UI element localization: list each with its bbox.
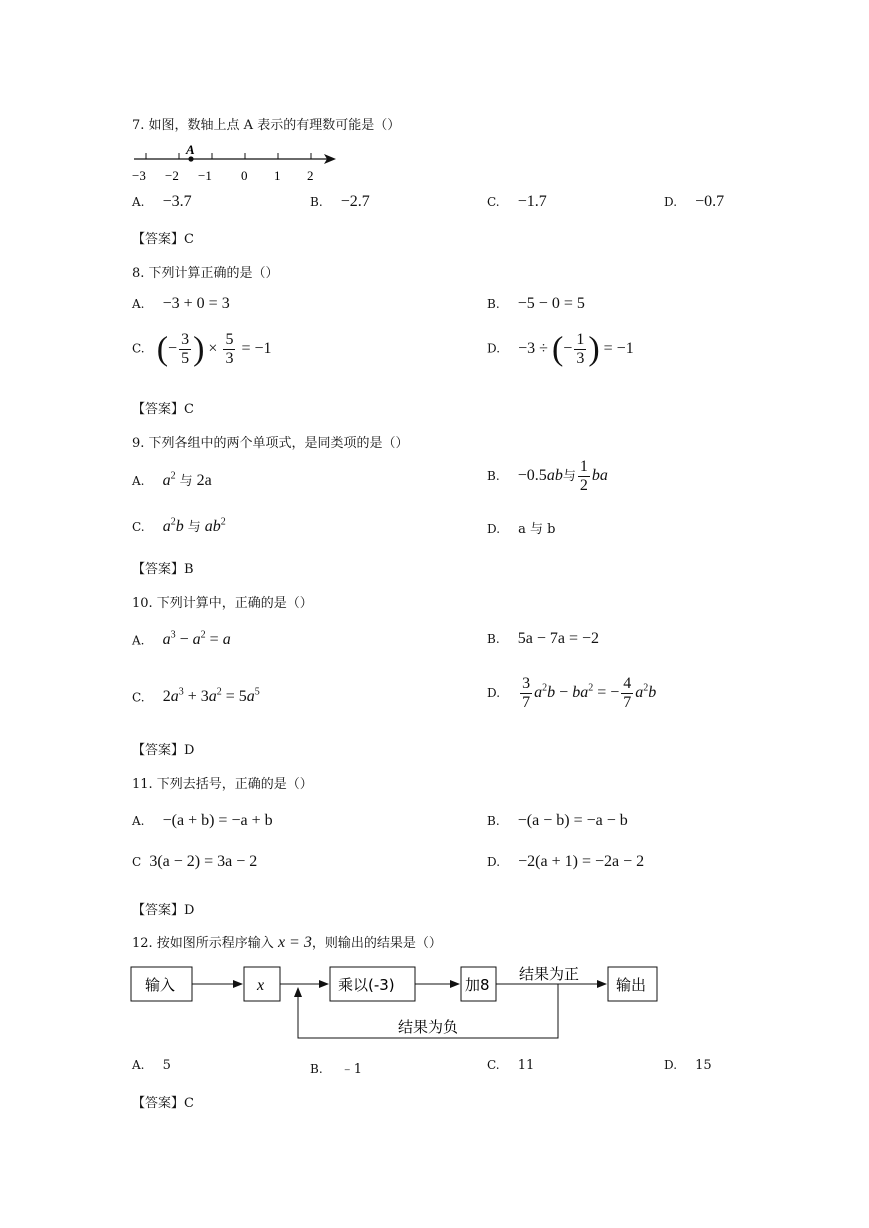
option-d[interactable]: D. −2(a + 1) = −2a − 2 xyxy=(487,853,645,870)
option-d[interactable]: D. −3 ÷ (− $\frac{1}{3}$ ) = −1 xyxy=(487,330,634,367)
tick-label: −2 xyxy=(165,168,179,183)
option-b[interactable]: B. −(a − b) = −a − b xyxy=(487,812,628,829)
flow-output: 输出 xyxy=(616,976,647,994)
option-d[interactable]: D. a 与 b xyxy=(487,522,556,537)
flow-negative: 结果为负 xyxy=(398,1018,459,1036)
answer-7: 【答案】C xyxy=(132,232,194,247)
tick-label: 2 xyxy=(307,168,314,183)
answer-12: 【答案】C xyxy=(132,1096,194,1111)
question-10: 10. 下列计算中，正确的是（） xyxy=(132,596,313,611)
option-d[interactable]: D. −0.7 xyxy=(664,193,725,210)
option-b[interactable]: B. −5 − 0 = 5 xyxy=(487,295,585,312)
tick-label: 0 xyxy=(241,168,248,183)
option-a[interactable]: A. $a^2$ 与 2a xyxy=(132,470,212,489)
tick-label: −3 xyxy=(132,168,146,183)
option-d[interactable]: D. 15 xyxy=(664,1058,712,1073)
flow-multiply: 乘以(-3) xyxy=(338,976,395,994)
question-12: 12. 按如图所示程序输入 x = 3，则输出的结果是（） xyxy=(132,934,442,951)
number-line xyxy=(128,140,348,186)
flow-x: x xyxy=(257,977,265,994)
option-c[interactable]: C. (− $\frac{3}{5}$ ) × $\frac{5}{3}$ = −1 xyxy=(132,330,272,367)
option-a[interactable]: A. −(a + b) = −a + b xyxy=(132,812,273,829)
point-a-label: A xyxy=(186,142,195,157)
option-b[interactable]: B. 5a − 7a = −2 xyxy=(487,630,600,647)
answer-10: 【答案】D xyxy=(132,743,195,758)
option-a[interactable]: A. 5 xyxy=(132,1058,171,1073)
option-c[interactable]: C 3(a − 2) = 3a − 2 xyxy=(132,853,258,870)
question-11: 11. 下列去括号，正确的是（） xyxy=(132,777,313,792)
flow-add: 加8 xyxy=(465,976,490,994)
question-7: 7. 如图，数轴上点 A 表示的有理数可能是（） xyxy=(132,118,401,133)
option-b[interactable]: B. −0.5ab与 $\frac{1}{2}$ ba xyxy=(487,458,608,494)
option-a[interactable]: A. −3.7 xyxy=(132,193,192,210)
option-c[interactable]: C. $a^2b$ 与 $ab^2$ xyxy=(132,516,226,535)
option-c[interactable]: C. −1.7 xyxy=(487,193,547,210)
tick-label: 1 xyxy=(274,168,281,183)
option-d[interactable]: D. $\frac{3}{7}$ $a^2b - ba^2$ = − $\frac{4}{7}$ $a^2b$ xyxy=(487,675,657,711)
option-c[interactable]: C. 11 xyxy=(487,1058,535,1073)
option-b[interactable]: B. ﹣1 xyxy=(310,1062,363,1077)
option-a[interactable]: A. $a^3 - a^2 = a$ xyxy=(132,630,231,649)
answer-9: 【答案】B xyxy=(132,562,194,577)
answer-8: 【答案】C xyxy=(132,402,194,417)
question-8: 8. 下列计算正确的是（） xyxy=(132,266,279,281)
answer-11: 【答案】D xyxy=(132,903,195,918)
option-b[interactable]: B. −2.7 xyxy=(310,193,370,210)
question-9: 9. 下列各组中的两个单项式，是同类项的是（） xyxy=(132,436,409,451)
option-a[interactable]: A. −3 + 0 = 3 xyxy=(132,295,230,312)
flow-positive: 结果为正 xyxy=(519,965,580,983)
tick-label: −1 xyxy=(198,168,212,183)
flowchart xyxy=(128,960,668,1042)
flow-input: 输入 xyxy=(145,976,176,994)
option-c[interactable]: C. $2a^3 + 3a^2 = 5a^5$ xyxy=(132,687,260,706)
